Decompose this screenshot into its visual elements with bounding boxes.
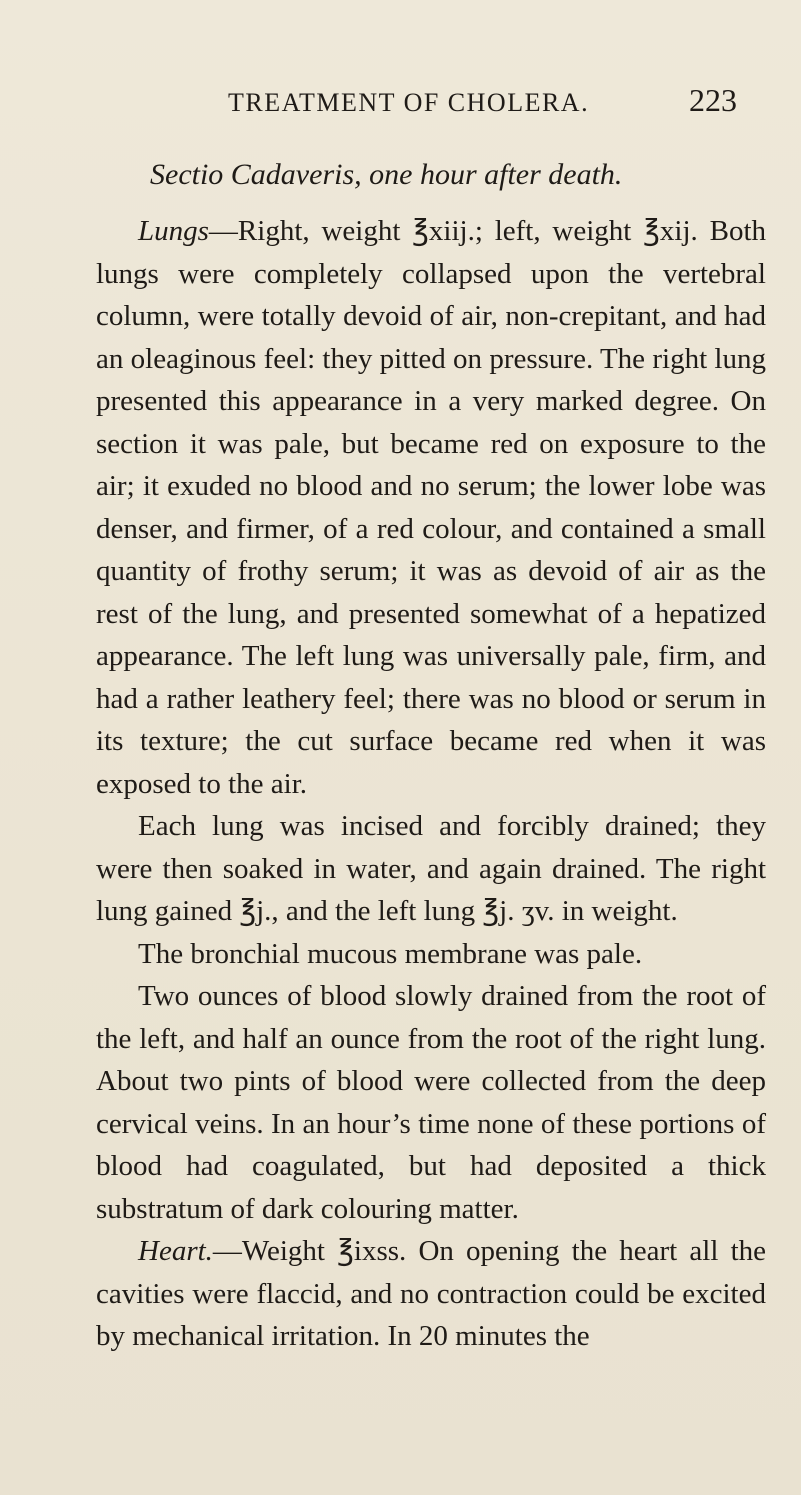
paragraph-lungs xyxy=(96,210,766,805)
paragraph-bronchial xyxy=(96,933,766,976)
running-title: TREATMENT OF CHOLERA. xyxy=(228,88,590,117)
paragraph-lead: Heart. xyxy=(138,1235,213,1267)
paragraph-text: The bronchial mucous membrane was pale. xyxy=(138,937,643,970)
section-title: Sectio Cadaveris, one hour after death. xyxy=(150,158,623,191)
paragraph-heart xyxy=(96,1230,766,1358)
paragraph-text: Each lung was incised and forcibly drained; they were then soaked in water, and again drained. The right lung gained ℥j., and the left lung ℥j. ʒv. in weight. xyxy=(96,810,766,927)
paragraph-blood xyxy=(96,975,766,1230)
paragraph-text: Two ounces of blood slowly drained from the root of the left, and half an ounce from the root of the right lung. About two pints of blood were collected from the deep cervical veins. In an hour’s time none of these portions of blood had coagulated, but had deposited a thick substratum of dark colouring matter. xyxy=(96,980,766,1225)
paragraph-lead: Lungs xyxy=(138,215,209,247)
page-number: 223 xyxy=(689,82,737,118)
paragraph-text: —Weight ℥ixss. On opening the heart all the cavities were flaccid, and no contraction could be excited by mechanical irritation. In 20 minutes the xyxy=(96,1235,766,1352)
paragraph-drainage xyxy=(96,805,766,933)
paragraph-text: —Right, weight ℥xiij.; left, weight ℥xij. Both lungs were completely collapsed upon the vertebral column, were totally devoid of air, non-crepitant, and had an oleaginous feel: they pitted on pressure. The right lung presented this appearance in a very marked degree. On section it was pale, but became red on exposure to the air; it exuded no blood and no serum; the lower lobe was denser, and firmer, of a red colour, and contained a small quantity of frothy serum; it was as devoid of air as the rest of the lung, and presented somewhat of a hepatized appearance. The left lung was universally pale, firm, and had a rather leathery feel; there was no blood or serum in its texture; the cut surface became red when it was exposed to the air. xyxy=(96,215,766,800)
body-text xyxy=(96,210,766,1358)
